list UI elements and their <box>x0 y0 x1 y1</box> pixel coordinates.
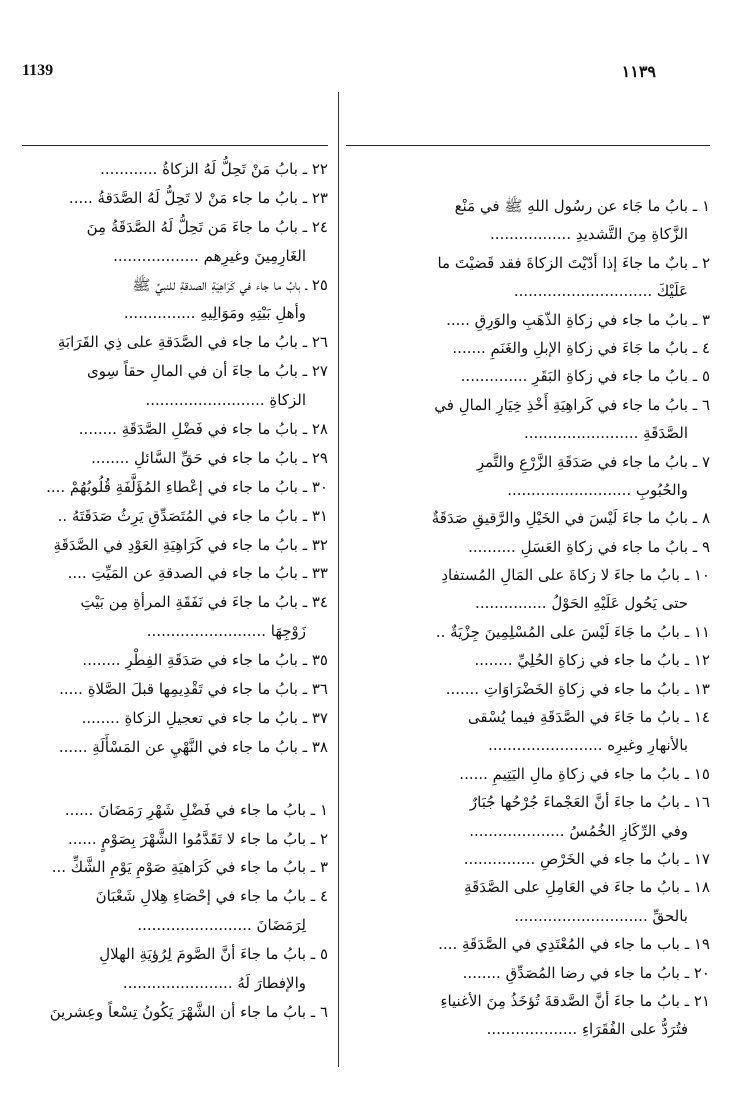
toc-entry: ٢٥ ـ بابُ ما جاء في كَرَاهِيَةِ الصدقةِ للنبيِّ ﷺ <box>132 275 328 294</box>
toc-entry: ٢٧ ـ بابُ ما جاءَ أن في المالِ حقاً سِوى <box>86 362 328 381</box>
toc-entry-continuation: وأهلِ بَيْتِهِ ومَوَالِيهِ ............... <box>123 304 306 323</box>
toc-entry: ٣٣ ـ بابُ ما جاء في الصدقةِ عن المَيِّتِ .... <box>67 564 328 583</box>
toc-entry: ١ ـ بابُ ما جاء في فَضْلِ شَهْرِ رَمَضَانَ ...... <box>64 800 328 819</box>
toc-entry-continuation: عَلَيْكَ ............................. <box>513 282 688 301</box>
toc-entry: ١٧ ـ بابُ ما جاء في الخَرْصِ ............... <box>463 849 710 868</box>
toc-entry: ٣ ـ بابُ ما جاء في زكاةِ الذّهَبِ والوَرِقِ ..... <box>446 310 710 329</box>
header-rule-left <box>22 145 328 146</box>
right-column-toc <box>352 192 710 1044</box>
toc-entry: ٣٧ ـ بابُ ما جاء في تعجيلِ الزكاةِ ........ <box>81 708 328 727</box>
toc-entry-continuation: لِرَمَضَانَ ........................ <box>137 916 306 935</box>
toc-entry: ٢٣ ـ بابُ ما جاء مَنْ لا تَحِلُّ لَهُ الصَّدَقةُ ..... <box>68 188 328 207</box>
toc-entry: ٣ ـ بابُ ما جاء في كَرَاهيَةِ صَوْمِ يَوْمِ الشَّكِّ ... <box>51 858 328 877</box>
toc-entry: ١٥ ـ بابُ ما جاء في زكاةِ مالِ اليَتِيمِ ...... <box>459 764 710 783</box>
toc-entry: ٢٨ ـ بابُ ما جاء في فَضْلِ الصَّدَقَةِ ........ <box>78 420 328 439</box>
toc-entry-continuation: الصَّدَقَةِ ........................ <box>523 424 688 443</box>
toc-entry: ٣١ ـ بابُ ما جاء في المُتَصَدِّقِ يَرِثُ صَدَقَتَهُ .. <box>57 506 328 525</box>
toc-entry-continuation: بالحقِّ ............................ <box>514 906 688 925</box>
toc-section-fasting <box>22 796 328 1027</box>
toc-entry: ١٠ ـ بابُ ما جاءَ لا زكاةَ على المَالِ المُستفادِ <box>441 566 710 585</box>
toc-entry: ٢٦ ـ بابُ ما جاء في الصَّدَقةِ على ذِي القَرَابَةِ <box>57 333 328 352</box>
toc-entry: ٥ ـ بابُ ما جاء في زكاةِ البَقَرِ .............. <box>460 367 710 386</box>
page-number-arabic: ١١٣٩ <box>621 64 656 81</box>
toc-entry-continuation: الزَّكاةِ مِنَ التَّشديدِ ................. <box>490 225 688 244</box>
toc-entry-continuation: بالأنهارِ وغيرِه ........................ <box>488 736 688 755</box>
toc-entry: ٢٠ ـ بابُ ما جاء في رضا المُصَدِّقِ ........ <box>462 963 710 982</box>
toc-entry: ٤ ـ بابُ ما جَاءَ في زكاةِ الإبلِ والغَنَمِ ....... <box>452 338 710 357</box>
toc-entry-continuation: حتى يَحُول عَلَيْهِ الحَوْلُ ............... <box>475 594 688 613</box>
toc-entry: ٦ ـ بابُ ما جاء في كَراهِيَةِ أَخْذِ خِيَارِ المالِ في <box>434 395 710 414</box>
toc-entry: ٧ ـ بابُ ما جاء في صَدَقَةِ الزَّرْعِ والتَّمرِ <box>476 452 710 471</box>
header-rule-right <box>346 145 710 146</box>
toc-entry-continuation: فتُرَدُّ على الفُقَرَاءِ ................... <box>486 1020 688 1039</box>
toc-entry: ٢ ـ بابُ ما جاء لا تَقَدَّمُوا الشَّهْرَ بِصَوْمٍ ...... <box>67 829 328 848</box>
column-divider <box>338 92 339 1067</box>
toc-entry-continuation: الغَارِمِينَ وغيرِهم .................. <box>113 246 306 265</box>
toc-entry: ١٢ ـ بابُ ما جاء في زكاةِ الحُلِيِّ ........ <box>474 651 710 670</box>
toc-section-zakat-continued <box>22 155 328 762</box>
toc-entry: ٤ ـ بابُ ما جاء في إحْصَاءِ هِلالِ شَعْبَانَ <box>95 887 328 906</box>
toc-entry: ١٨ ـ بابُ ما جاءَ في العَامِلِ على الصَّدَقَةِ <box>464 878 710 897</box>
toc-entry: ٢٩ ـ بابُ ما جاء في حَقِّ السَّائلِ ........ <box>91 448 328 467</box>
toc-entry: ٣٥ ـ بابُ ما جاء في صَدَقَةِ الفِطْرِ ........ <box>82 651 328 670</box>
toc-entry-continuation: والحُبُوبِ .......................... <box>507 480 688 499</box>
toc-entry: ٣٢ ـ بابُ ما جاء في كَرَاهِيَةِ العَوْدِ في الصَّدَقَةِ <box>53 535 328 554</box>
section-gap <box>22 762 328 796</box>
toc-entry: ١١ ـ بابُ ما جَاءَ لَيْسَ على المُسْلِمِينَ جِزْيَةٌ .. <box>435 622 710 641</box>
left-column-toc <box>22 155 328 1027</box>
toc-entry: ٨ ـ بابُ ما جاءَ لَيْسَ في الخَيْلِ والرَّقيقِ صَدَقَةٌ <box>431 509 710 528</box>
toc-entry: ١ ـ بابُ ما جَاء عن رسُول اللهِ ﷺ في مَنْع <box>454 197 710 215</box>
toc-entry: ٣٨ ـ بابُ ما جاء في النَّهْيِ عن المَسْأَلَةِ ...... <box>58 737 328 756</box>
toc-entry-continuation: زَوْجِهَا ......................... <box>146 622 306 641</box>
toc-entry: ٣٦ ـ بابُ ما جاء في تَقْدِيمِها قبلَ الصَّلاةِ ..... <box>59 680 328 699</box>
toc-entry-continuation: وفي الرِّكَازِ الخُمُسُ .................... <box>469 821 688 840</box>
toc-entry: ٢٤ ـ بابُ ما جاءَ مَن تَحِلُّ لَهُ الصَّدَقَةُ مِنَ <box>86 217 328 236</box>
toc-entry: ٢ ـ بابٌ ما جاءَ إذا أدّيْتَ الزكاةَ فقد قَضيْتَ ما <box>437 253 710 272</box>
toc-entry-continuation: والإفطارَ لَهُ ....................... <box>122 974 306 993</box>
toc-entry-continuation: الزكاةِ ......................... <box>145 391 306 410</box>
toc-entry: ١٤ ـ بابُ ما جَاءَ في الصَّدَقَةِ فيما يُسْقى <box>467 708 710 727</box>
toc-entry: ١٦ ـ بابُ ما جاءَ أنَّ العَجْماءَ جُرْحُها جُبَارٌ <box>469 793 710 812</box>
toc-entry: ٢٢ ـ بابُ مَنْ تَحِلُّ لَهُ الزكاةُ ............ <box>100 160 328 178</box>
toc-entry: ١٩ ـ باب ما جاء في المُعْتَدِي في الصَّدَقَةِ .... <box>438 935 710 954</box>
page-number-latin: 1139 <box>22 62 54 79</box>
toc-entry: ٣٠ ـ بابُ ما جاء في إعْطاءِ المُؤَلَّفَةِ قُلُوبُهُمْ .... <box>46 477 328 496</box>
toc-entry: ٦ ـ بابُ ما جاء أن الشَّهْرَ يَكُونُ تِسْعاً وعِشرينَ <box>49 1002 328 1021</box>
toc-entry: ٢١ ـ بابُ ما جاءَ أنَّ الصَّدقةَ تُؤخَذُ مِنَ الأغنياءِ <box>440 991 710 1010</box>
toc-entry: ١٣ ـ بابُ ما جاء في زكاةِ الخَضْرَاوَاتِ ....... <box>445 679 710 698</box>
toc-entry: ٣٤ ـ بابُ ما جاءَ في نَفَقَةِ المرأةِ مِن بَيْتِ <box>80 593 328 612</box>
toc-entry: ٥ ـ بابُ ما جاءَ أنَّ الصَّومَ لِرُؤيَةِ الهلالِ <box>99 945 328 964</box>
toc-entry: ٩ ـ بابُ ما جاء في زكاةِ العَسَلِ .......... <box>468 537 710 556</box>
